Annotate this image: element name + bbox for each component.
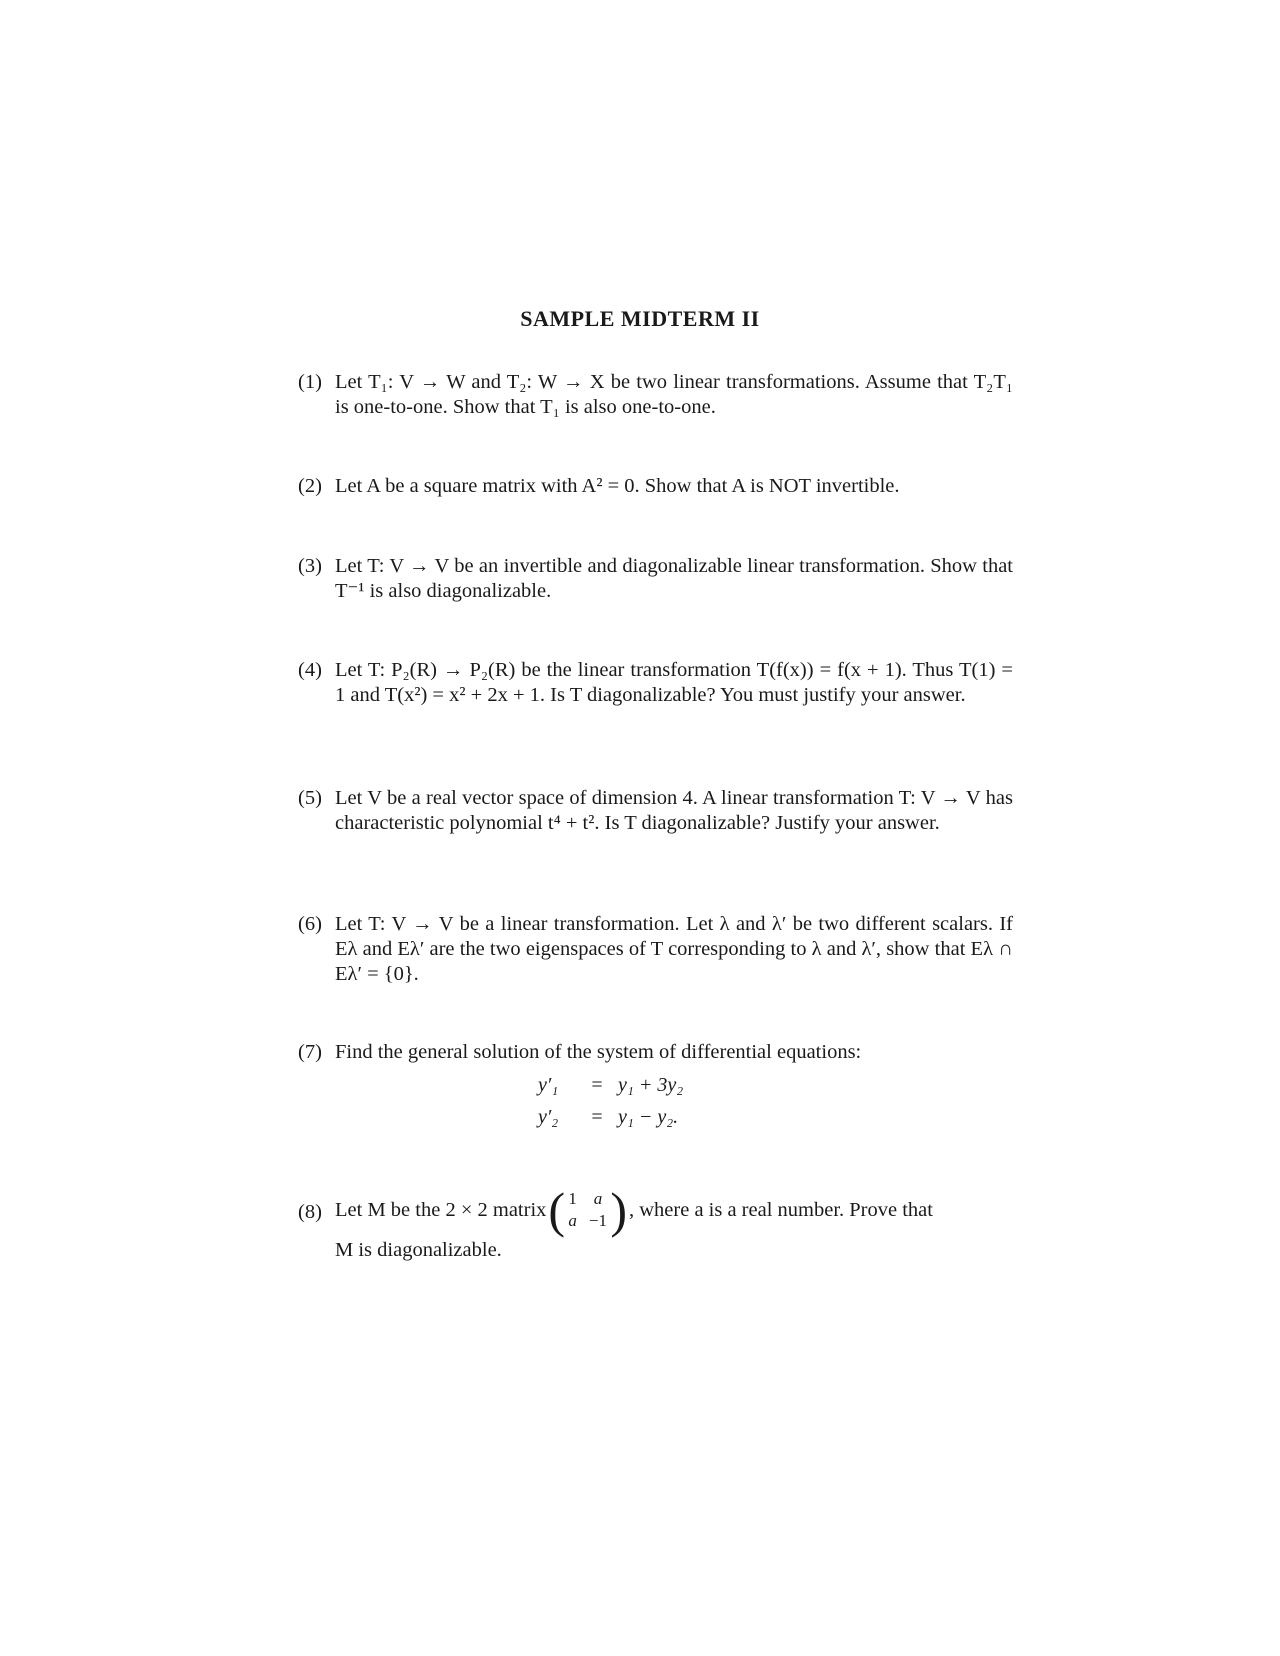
equation-row — [538, 1069, 1013, 1101]
problem-text: Let T: V → V be a linear transformation. Let λ and λ′ be two different scalars. If Eλ and Eλ′ are the two eigenspaces of T corresponding to λ and λ′, show that Eλ ∩ Eλ′ = {0}. — [335, 913, 1013, 985]
problem-text: Let A be a square matrix with A² = 0. Show that A is NOT invertible. — [335, 475, 900, 497]
problem-number: (7) — [298, 1041, 322, 1063]
equation-rhs: y₁ + 3y₂ — [618, 1074, 684, 1096]
problem-3 — [298, 554, 1013, 604]
matrix-cell: a — [593, 1189, 603, 1208]
problem-text — [335, 1182, 1013, 1263]
matrix-cell: 1 — [568, 1189, 577, 1208]
problem-8 — [298, 1182, 1013, 1263]
problem-text: Let T: V → V be an invertible and diagonalizable linear transformation. Show that T⁻¹ is also diagonalizable. — [335, 555, 1013, 602]
matrix-cell: −1 — [588, 1211, 607, 1230]
equation-lhs: y′₁ — [538, 1074, 559, 1096]
equals-sign: = — [591, 1074, 603, 1096]
equals-sign: = — [591, 1106, 603, 1128]
equation-rhs: y₁ − y₂. — [618, 1106, 679, 1128]
problem-number: (5) — [298, 787, 322, 809]
problem-number: (8) — [298, 1201, 322, 1223]
problem-text: Find the general solution of the system of differential equations: — [335, 1041, 862, 1063]
problem-number: (3) — [298, 555, 322, 577]
problem-number: (4) — [298, 659, 322, 681]
problem-6 — [298, 912, 1013, 987]
right-paren: ) — [610, 1182, 627, 1238]
problem-number: (2) — [298, 475, 322, 497]
problem-2 — [298, 474, 1013, 499]
page-title: SAMPLE MIDTERM II — [520, 306, 760, 331]
problem-7 — [298, 1040, 1013, 1133]
equation-system — [538, 1069, 1013, 1133]
problem-text: Let T: P₂(R) → P₂(R) be the linear transformation T(f(x)) = f(x + 1). Thus T(1) = 1 and T(x²) = x² + 2x + 1. Is T diagonalizable? You must justify your answer. — [335, 659, 1013, 706]
text-after-matrix: , where a is a real number. Prove that — [628, 1198, 933, 1221]
equation-row — [538, 1101, 1013, 1133]
matrix-cell: a — [568, 1211, 577, 1230]
problem-text: Let T₁: V → W and T₂: W → X be two linear transformations. Assume that T₂T₁ is one-to-one. Show that T₁ is also one-to-one. — [335, 371, 1013, 418]
matrix-m — [548, 1182, 627, 1238]
problem-8-line-1 — [335, 1182, 1013, 1238]
problem-4 — [298, 658, 1013, 708]
left-paren: ( — [548, 1182, 566, 1238]
problem-5 — [298, 786, 1013, 836]
problem-8-line-2: M is diagonalizable. — [335, 1239, 502, 1261]
problem-text: Let V be a real vector space of dimension 4. A linear transformation T: V → V has characteristic polynomial t⁴ + t². Is T diagonalizable? Justify your answer. — [335, 787, 1013, 834]
equation-lhs: y′₂ — [538, 1106, 559, 1128]
text-before-matrix: Let M be the 2 × 2 matrix — [335, 1198, 547, 1221]
problem-1 — [298, 370, 1013, 420]
problem-number: (6) — [298, 913, 322, 935]
problem-number: (1) — [298, 371, 322, 393]
